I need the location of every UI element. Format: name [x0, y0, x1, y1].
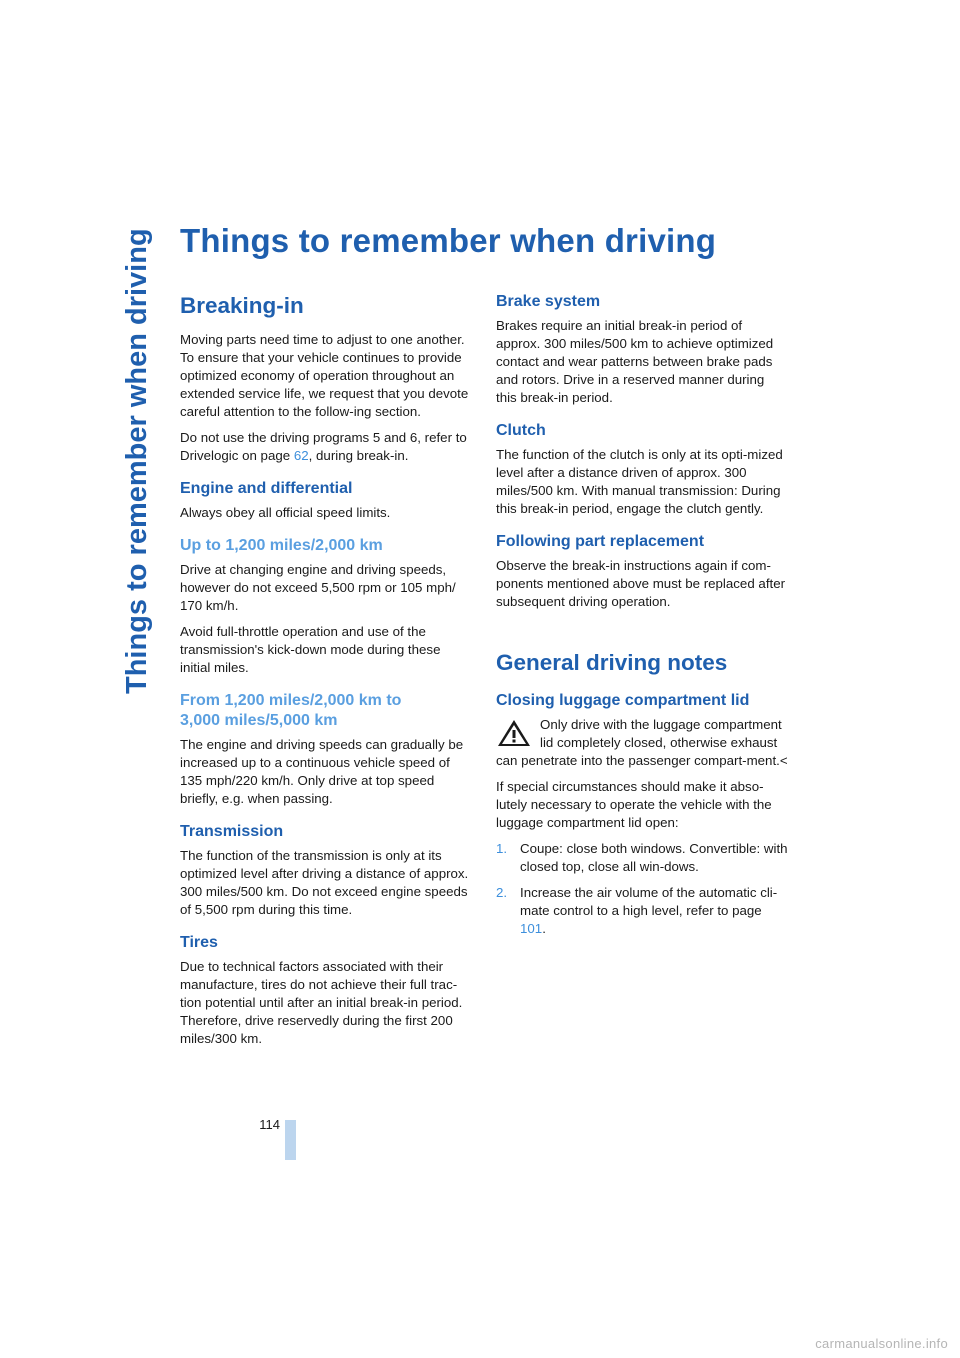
left-column — [180, 292, 472, 1056]
watermark: carmanualsonline.info — [815, 1336, 948, 1351]
general-driving-heading: General driving notes — [496, 650, 728, 675]
breaking-in-heading: Breaking-in — [180, 293, 304, 318]
engine-heading: Engine and differential — [180, 480, 353, 497]
list-item — [496, 840, 788, 876]
page-title: Things to remember when driving — [180, 222, 717, 259]
list-text-end: . — [542, 921, 546, 936]
brake-heading: Brake system — [496, 293, 601, 310]
right-column — [496, 292, 788, 946]
following-heading: Following part replacement — [496, 533, 705, 550]
clutch-paragraph: The function of the clutch is only at its opti-mized level after a distance driven of approx. 300 miles/500 km. With manual transmission: During this break-in period, engage the clutch gently. — [496, 447, 783, 516]
drivelogic-text-end: , during break-in. — [308, 448, 409, 463]
breaking-in-paragraph: Moving parts need time to adjust to one another. To ensure that your vehicle continues to provide optimized economy of operation throughout an extended service life, we request that you devote careful attention to the follow-ing section. — [180, 332, 469, 419]
list-item — [496, 884, 788, 938]
special-circumstances-paragraph: If special circumstances should make it abso-lutely necessary to operate the vehicle with the luggage compartment lid open: — [496, 779, 772, 830]
list-text-start: Increase the air volume of the automatic cli-mate control to a high level, refer to page — [520, 885, 778, 918]
list-number: 2. — [496, 885, 508, 900]
steps-list — [496, 840, 788, 938]
transmission-paragraph: The function of the transmission is only at its optimized level after driving a distance of approx. 300 miles/500 km. Do not exceed engine speeds of 5,500 rpm during this time. — [180, 848, 469, 917]
drivelogic-paragraph — [180, 429, 472, 465]
following-paragraph: Observe the break-in instructions again if com-ponents mentioned above must be replaced after subsequent driving operation. — [496, 558, 786, 609]
page-number: 114 — [259, 1117, 280, 1132]
up-to-heading: Up to 1,200 miles/2,000 km — [180, 537, 383, 554]
from-paragraph: The engine and driving speeds can gradually be increased up to a continuous vehicle speed of 135 mph/220 km/h. Only drive at top speed briefly, e.g. when passing. — [180, 737, 464, 806]
tires-heading: Tires — [180, 934, 218, 951]
side-chapter-title: Things to remember when driving — [121, 228, 153, 694]
page-link-101[interactable]: 101 — [520, 921, 543, 936]
list-text: Coupe: close both windows. Convertible: with closed top, close all win-dows. — [520, 841, 788, 874]
warning-paragraph — [496, 716, 788, 770]
luggage-heading: Closing luggage compartment lid — [496, 692, 750, 709]
warning-text: Only drive with the luggage compartment lid completely closed, otherwise exhaust can penetrate into the passenger compart-ment.< — [496, 717, 788, 768]
from-heading-line-2: 3,000 miles/5,000 km — [180, 712, 338, 729]
engine-paragraph: Always obey all official speed limits. — [180, 505, 391, 520]
warning-triangle-icon — [496, 718, 532, 748]
list-number: 1. — [496, 841, 508, 856]
clutch-heading: Clutch — [496, 422, 546, 439]
from-heading-line-1: From 1,200 miles/2,000 km to — [180, 692, 402, 709]
page-link-62[interactable]: 62 — [293, 448, 309, 463]
tires-paragraph: Due to technical factors associated with their manufacture, tires do not achieve their full trac-tion potential until after an initial break-in period. Therefore, drive reservedly during the first 200 miles/300 km. — [180, 959, 463, 1046]
page-marker-bar — [285, 1120, 296, 1160]
from-heading — [180, 691, 472, 731]
up-to-paragraph-1: Drive at changing engine and driving speeds, however do not exceed 5,500 rpm or 105 mph/ 170 km/h. — [180, 562, 456, 613]
up-to-paragraph-2: Avoid full-throttle operation and use of the transmission's kick-down mode during these initial miles. — [180, 624, 441, 675]
transmission-heading: Transmission — [180, 823, 284, 840]
drivelogic-text-start: Do not use the driving programs 5 and 6, refer to Drivelogic on page — [180, 430, 467, 463]
brake-paragraph: Brakes require an initial break-in period of approx. 300 miles/500 km to achieve optimized contact and wear patterns between brake pads and rotors. Drive in a reserved manner during this break-in period. — [496, 318, 774, 405]
